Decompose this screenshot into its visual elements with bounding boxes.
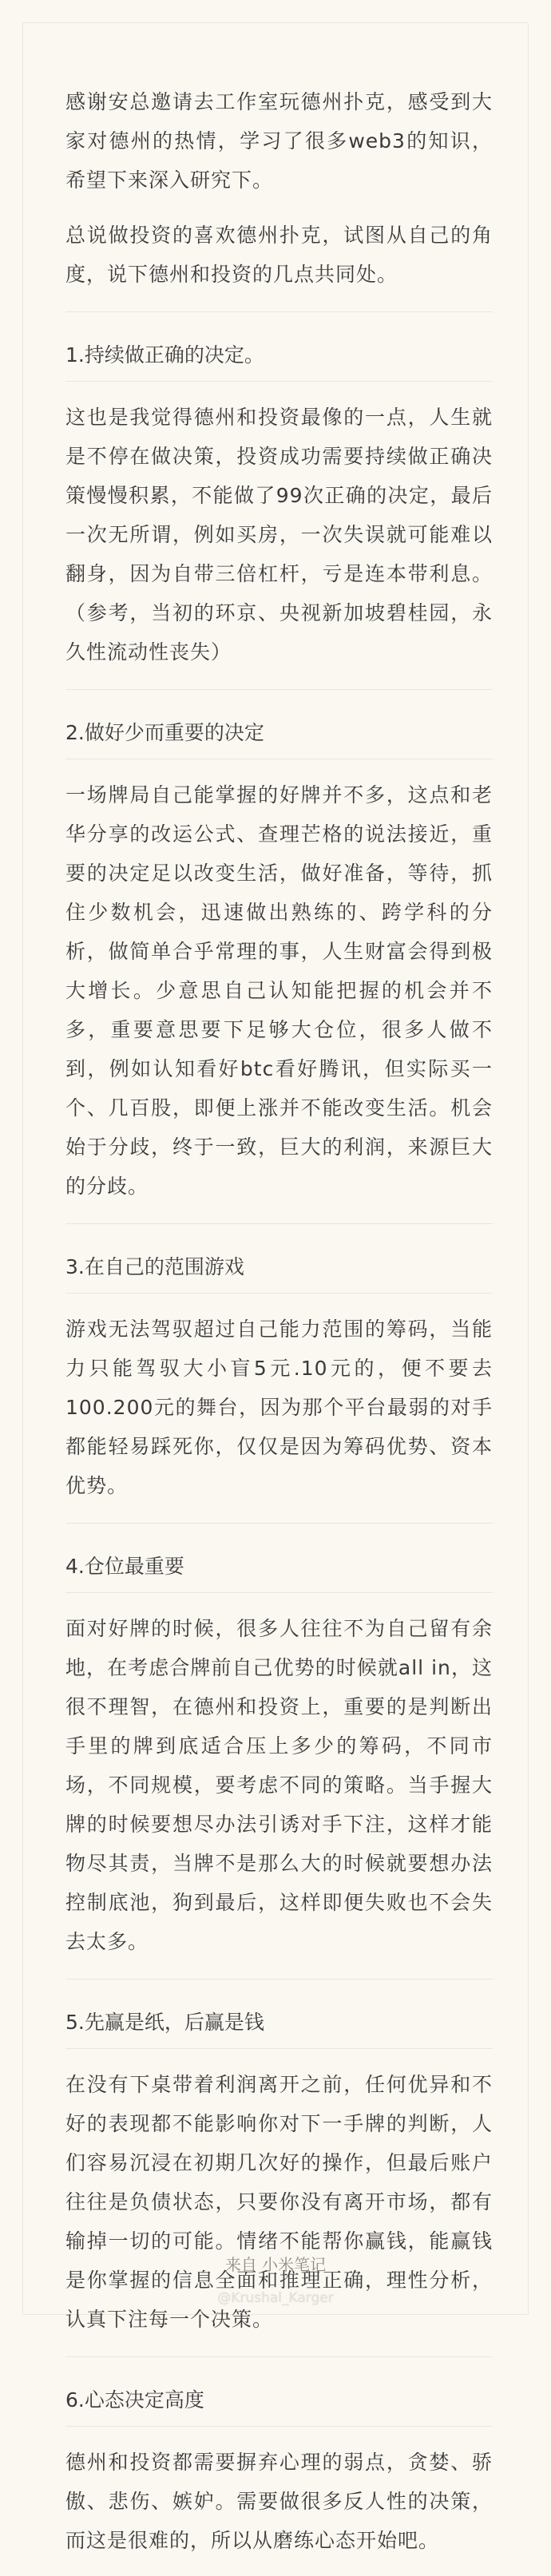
divider bbox=[65, 1592, 493, 1593]
divider bbox=[65, 381, 493, 382]
section-heading-4: 4.仓位最重要 bbox=[65, 1555, 184, 1578]
section-body-2: 一场牌局自己能掌握的好牌并不多，这点和老华分享的改运公式、查理芒格的说法接近，重要的决定足以改变生活，做好准备，等待，抓住少数机会，迅速做出熟练的、跨学科的分析，做简单合乎常理的事，人生财富会得到极大增长。少意思自己认知能把握的机会并不多，重要意思要下足够大仓位，很多人做不到，例如认知看好btc看好腾讯，但实际买一个、几百股，即便上涨并不能改变生活。机会始于分歧，终于一致，巨大的利润，来源巨大的分歧。 bbox=[65, 783, 493, 1198]
section-body-5: 在没有下桌带着利润离开之前，任何优异和不好的表现都不能影响你对下一手牌的判断，人们容易沉浸在初期几次好的操作，但最后账户往往是负债状态，只要你没有离开市场，都有输掉一切的可能。情绪不能帮你赢钱，能赢钱是你掌握的信息全面和推理正确，理性分析，认真下注每一个决策。 bbox=[65, 2073, 493, 2331]
watermark: @Krushal_Karger bbox=[217, 2290, 334, 2306]
section-heading-5: 5.先赢是纸，后赢是钱 bbox=[65, 2011, 264, 2034]
intro-paragraph-2: 总说做投资的喜欢德州扑克，试图从自己的角度，说下德州和投资的几点共同处。 bbox=[65, 224, 493, 286]
divider bbox=[65, 1223, 493, 1224]
section-heading-6: 6.心态决定高度 bbox=[65, 2388, 204, 2412]
section-body-1: 这也是我觉得德州和投资最像的一点，人生就是不停在做决策，投资成功需要持续做正确决策慢慢积累，不能做了99次正确的决定，最后一次无所谓，例如买房，一次失误就可能难以翻身，因为自带三倍杠杆，亏是连本带利息。（参考，当初的环京、央视新加坡碧桂园，永久性流动性丧失） bbox=[65, 406, 493, 664]
section-body-4: 面对好牌的时候，很多人往往不为自己留有余地，在考虑合牌前自己优势的时候就all in，这很不理智，在德州和投资上，重要的是判断出手里的牌到底适合压上多少的筹码，不同市场，不同规模，要考虑不同的策略。当手握大牌的时候要想尽办法引诱对手下注，这样才能物尽其责，当牌不是那么大的时候就要想办法控制底池，狗到最后，这样即便失败也不会失去太多。 bbox=[65, 1617, 493, 1953]
divider bbox=[65, 2426, 493, 2427]
section-body-3: 游戏无法驾驭超过自己能力范围的筹码，当能力只能驾驭大小盲5元.10元的，便不要去100.200元的舞台，因为那个平台最弱的对手都能轻易踩死你，仅仅是因为筹码优势、资本优势。 bbox=[65, 1318, 493, 1497]
divider bbox=[65, 311, 493, 312]
intro-paragraph-1: 感谢安总邀请去工作室玩德州扑克，感受到大家对德州的热情，学习了很多web3的知识，希望下来深入研究下。 bbox=[65, 90, 493, 192]
note-content bbox=[65, 82, 493, 2576]
section-heading-1: 1.持续做正确的决定。 bbox=[65, 343, 264, 367]
divider bbox=[65, 1979, 493, 1980]
section-heading-3: 3.在自己的范围游戏 bbox=[65, 1255, 244, 1278]
divider bbox=[65, 1293, 493, 1294]
divider bbox=[65, 2356, 493, 2357]
source-footer: 来自 小米笔记 bbox=[224, 2255, 327, 2274]
section-body-6: 德州和投资都需要摒弃心理的弱点，贪婪、骄傲、悲伤、嫉妒。需要做很多反人性的决策，而这是很难的，所以从磨练心态开始吧。 bbox=[65, 2451, 493, 2552]
divider bbox=[65, 689, 493, 690]
divider bbox=[65, 1523, 493, 1524]
section-heading-2: 2.做好少而重要的决定 bbox=[65, 721, 264, 744]
divider bbox=[65, 2048, 493, 2049]
